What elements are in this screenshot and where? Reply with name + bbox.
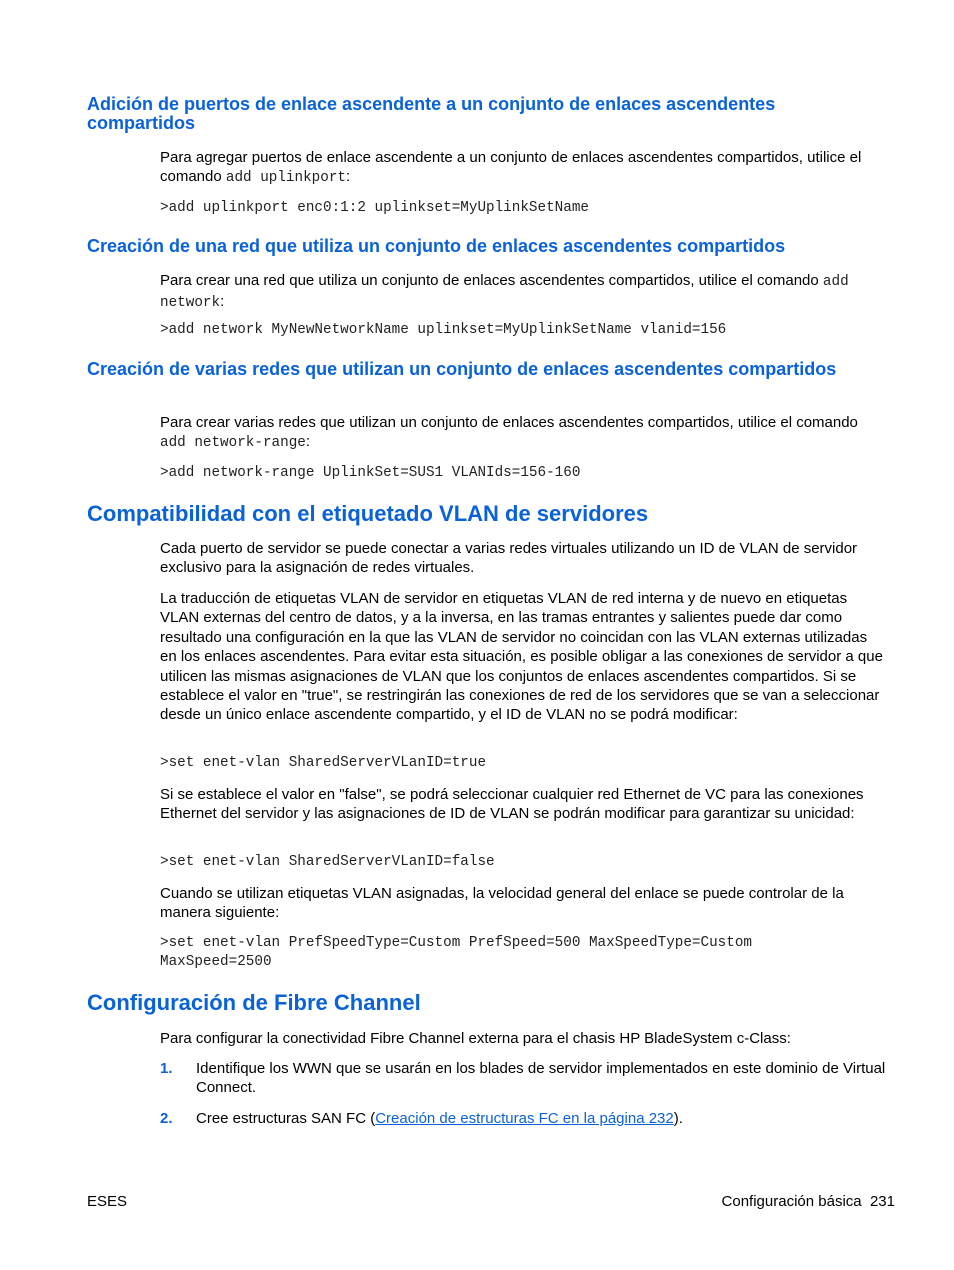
- paragraph: Cada puerto de servidor se puede conectar a varias redes virtuales utilizando un ID de VLAN de servidor exclusivo para la asignación de redes virtuales.: [160, 540, 858, 577]
- section-heading-fibre-channel: Configuración de Fibre Channel: [87, 990, 421, 1015]
- paragraph-text-end: :: [220, 293, 225, 311]
- footer-section-title: Configuración básica: [721, 1193, 862, 1210]
- footer-locale: ESES: [87, 1193, 128, 1210]
- paragraph: [160, 413, 885, 454]
- inline-command: add network-range: [160, 435, 306, 452]
- paragraph: Cuando se utilizan etiquetas VLAN asignadas, la velocidad general del enlace se puede controlar de la manera siguiente:: [160, 885, 844, 922]
- paragraph: La traducción de etiquetas VLAN de servidor en etiquetas VLAN de red interna y de nuevo en etiquetas VLAN externas del centro de datos, y a la inversa, en las tramas entrantes y salientes puede dar como resultado una configuración en la que las VLAN de servidor no coincidan con las VLAN externas utilizadas en los enlaces ascendentes. Para evitar esta situación, es posible obligar a las conexiones de servidor a que utilicen las mismas asignaciones de VLAN que los conjuntos de enlaces ascendentes compartidos. Si se establece el valor en "true", se restringirán las conexiones de red de los servidores que se van a seleccionar desde un único enlace ascendente compartido, y el ID de VLAN no se podrá modificar:: [160, 590, 883, 724]
- list-item-number: 1.: [160, 1060, 173, 1077]
- inline-command: add uplinkport: [225, 170, 346, 187]
- list-item-text: Identifique los WWN que se usarán en los blades de servidor implementados en este dominio de Virtual Connect.: [196, 1060, 886, 1097]
- footer-page-number: 231: [869, 1193, 895, 1210]
- list-item: [196, 1109, 886, 1128]
- paragraph: [160, 148, 885, 189]
- inline-command: add network: [160, 274, 849, 312]
- section-heading-add-network-range: Creación de varias redes que utilizan un conjunto de enlaces ascendentes compartidos: [87, 359, 837, 379]
- paragraph-text: Para agregar puertos de enlace ascendente a un conjunto de enlaces ascendentes compartidos, utilice el comando: [160, 149, 862, 186]
- list-item-text: Cree estructuras SAN FC (: [196, 1110, 376, 1127]
- paragraph-text: Para crear varias redes que utilizan un conjunto de enlaces ascendentes compartidos, utilice el comando: [160, 414, 858, 431]
- paragraph: Si se establece el valor en "false", se podrá seleccionar cualquier red Ethernet de VC para las conexiones Ethernet del servidor y las asignaciones de ID de VLAN se podrán modificar para garantizar su unicidad:: [160, 786, 864, 823]
- list-item-number: 2.: [160, 1110, 173, 1127]
- section-heading-add-network: Creación de una red que utiliza un conjunto de enlaces ascendentes compartidos: [87, 236, 786, 256]
- code-example: >set enet-vlan SharedServerVLanID=false: [160, 854, 495, 870]
- cross-reference-link[interactable]: Creación de estructuras FC en la página 232: [375, 1110, 674, 1127]
- section-heading-add-uplinkport: Adición de puertos de enlace ascendente a un conjunto de enlaces ascendentes compartidos: [87, 94, 776, 133]
- paragraph-text: Para crear una red que utiliza un conjunto de enlaces ascendentes compartidos, utilice el comando: [160, 272, 823, 289]
- paragraph-text-end: :: [346, 168, 351, 186]
- paragraph-text-end: :: [305, 433, 311, 451]
- code-example: >add uplinkport enc0:1:2 uplinkset=MyUplinkSetName: [160, 200, 589, 216]
- code-example: >set enet-vlan PrefSpeedType=Custom PrefSpeed=500 MaxSpeedType=Custom MaxSpeed=2500: [160, 935, 752, 971]
- code-example: >set enet-vlan SharedServerVLanID=true: [160, 755, 487, 771]
- list-item-text-end: ).: [673, 1110, 683, 1127]
- paragraph: [160, 271, 885, 314]
- code-example: >add network-range UplinkSet=SUS1 VLANIds=156-160: [160, 465, 581, 481]
- section-heading-vlan-tagging: Compatibilidad con el etiquetado VLAN de servidores: [87, 501, 649, 526]
- paragraph: Para configurar la conectividad Fibre Channel externa para el chasis HP BladeSystem c-Class:: [160, 1030, 791, 1047]
- footer-page-info: [722, 1192, 895, 1211]
- code-example: >add network MyNewNetworkName uplinkset=MyUplinkSetName vlanid=156: [160, 322, 727, 338]
